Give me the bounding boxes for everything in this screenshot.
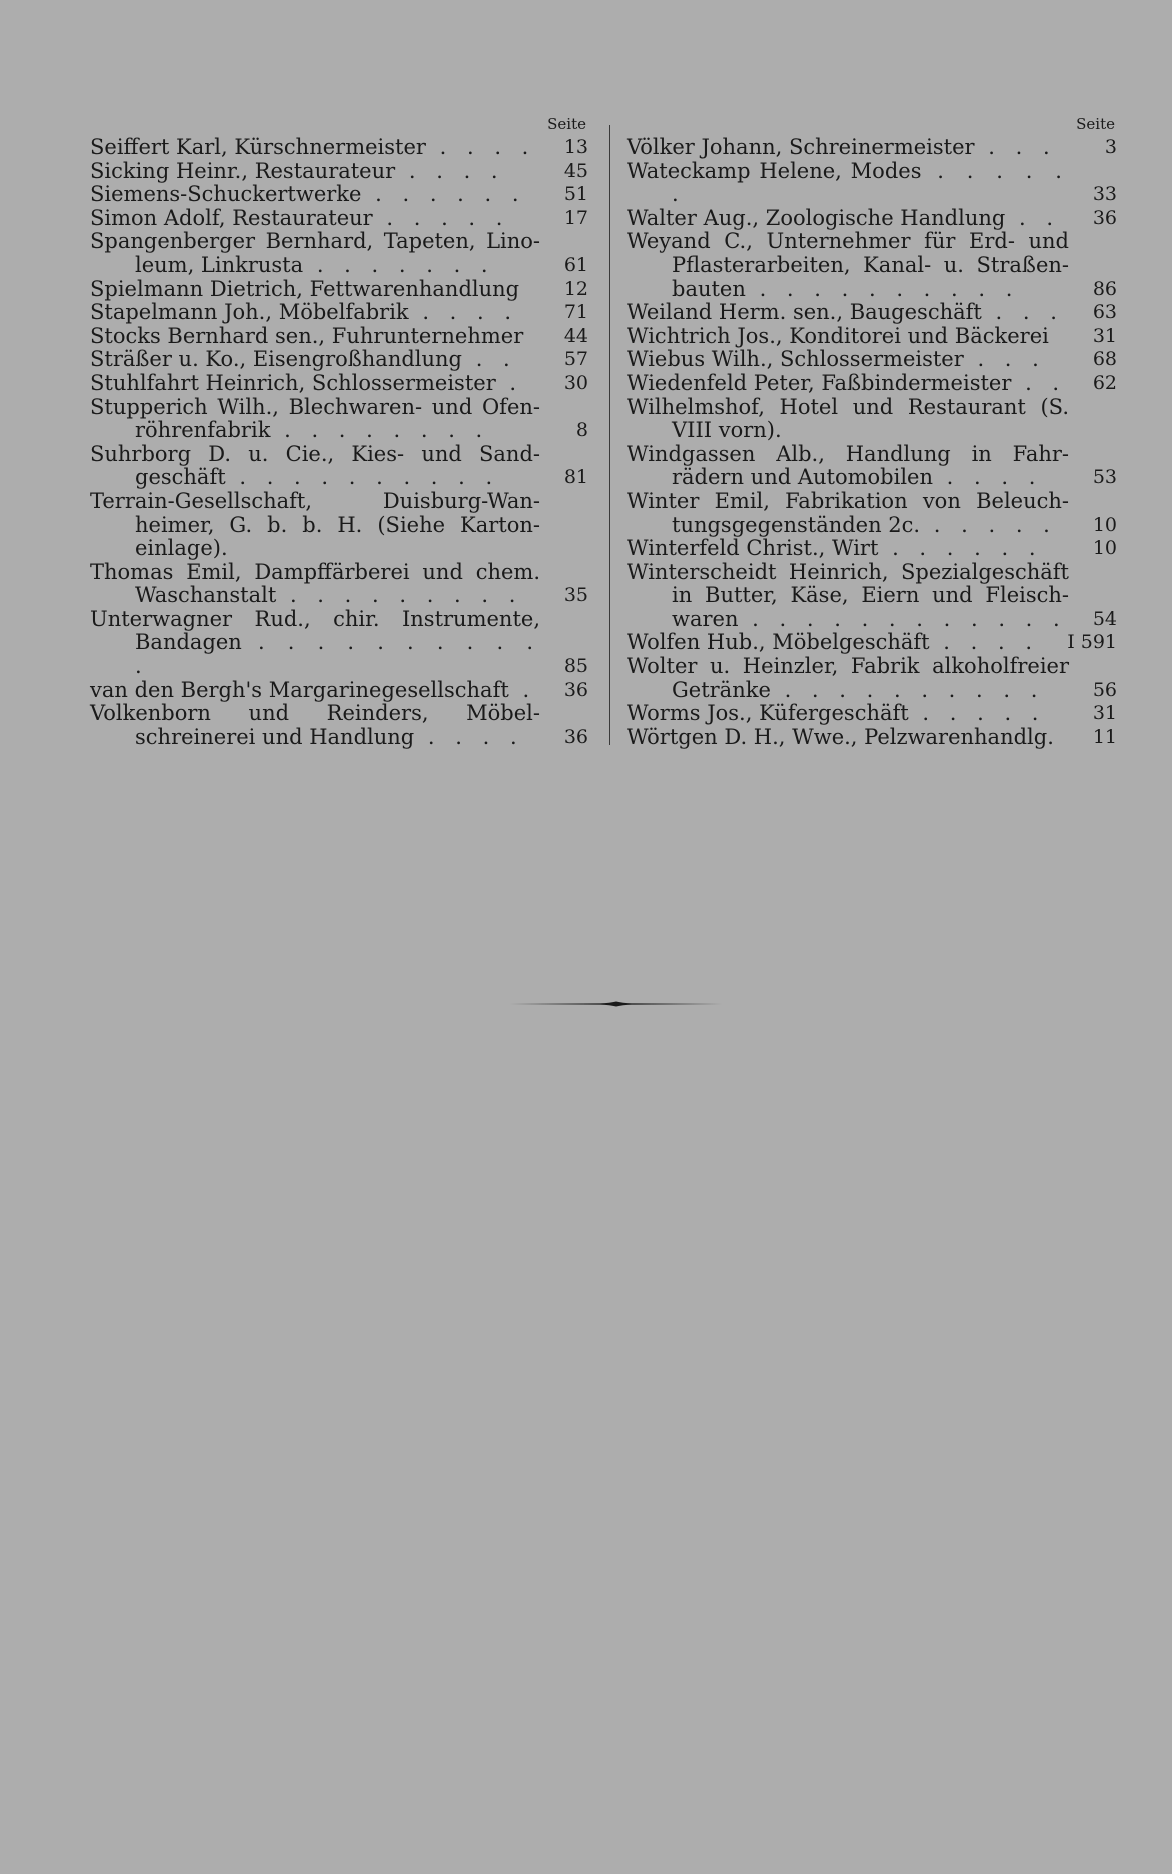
- index-entry: [90, 183, 590, 207]
- entry-leader-dots: . . . .: [933, 465, 1043, 490]
- entry-page-number: 86: [1092, 277, 1117, 300]
- entry-page-number: 36: [563, 725, 588, 748]
- entry-text: Wiebus Wilh., Schlossermeister: [627, 347, 964, 372]
- index-entry: [90, 443, 590, 490]
- entry-page-number: 8: [575, 419, 588, 442]
- entry-text: Spielmann Dietrich, Fettwarenhandlung: [90, 276, 520, 301]
- entry-leader-dots: . . . . . .: [672, 158, 1069, 207]
- entry-leader-dots: . . .: [974, 135, 1057, 159]
- entry-leader-dots: . . . .: [408, 300, 519, 325]
- entry-text: Wiedenfeld Peter, Faßbindermeister: [627, 370, 1012, 395]
- index-entry: [90, 136, 590, 160]
- index-entry: [90, 561, 590, 608]
- index-entry: [627, 443, 1119, 490]
- entry-leader-dots: . . . . .: [372, 205, 510, 230]
- entry-text: van den Bergh's Margarinegesellschaft: [90, 677, 509, 702]
- index-entry: [90, 702, 590, 749]
- index-entry: [627, 207, 1119, 231]
- index-entry: [627, 490, 1119, 537]
- right-entry-list: [627, 136, 1119, 749]
- left-column: [90, 112, 590, 749]
- entry-text: Weyand C., Unternehmer für Erd- und Pflasterarbeiten, Kanal- u. Straßen-bauten: [627, 229, 1069, 301]
- entry-text: Winter Emil, Fabrikation von Beleuch-tungsgegenständen 2c.: [627, 488, 1069, 537]
- entry-leader-dots: . . . . .: [908, 701, 1046, 726]
- entry-page-number: 3: [1104, 136, 1117, 158]
- entry-text: Sträßer u. Ko., Eisengroßhandlung: [90, 347, 463, 372]
- entry-text: Sicking Heinr., Restaurateur: [90, 158, 396, 183]
- index-entry: [627, 325, 1119, 349]
- entry-leader-dots: . . .: [981, 300, 1064, 325]
- seite-header-right: Seite: [1076, 115, 1115, 133]
- index-entry: [90, 348, 590, 372]
- entry-leader-dots: .: [508, 677, 537, 702]
- entry-page-number: 10: [1092, 513, 1117, 536]
- entry-text: Völker Johann, Schreinermeister: [627, 135, 975, 159]
- index-entry: [90, 396, 590, 443]
- entry-leader-dots: . . . . . .: [878, 536, 1043, 561]
- entry-page-number: 61: [563, 253, 588, 276]
- entry-leader-dots: . . . . . . . . . . . .: [738, 606, 1067, 631]
- index-entry: [90, 301, 590, 325]
- entry-page-number: I 591: [1067, 631, 1117, 654]
- ornament-rule-icon: [510, 1000, 722, 1008]
- entry-leader-dots: . . . . . . .: [303, 252, 495, 277]
- entry-page-number: 56: [1092, 678, 1117, 701]
- entry-page-number: 63: [1092, 301, 1117, 324]
- index-entry: [90, 325, 590, 349]
- entry-page-number: 33: [1092, 183, 1117, 206]
- left-entry-list: [90, 136, 590, 749]
- index-entry: [627, 160, 1119, 207]
- entry-page-number: 45: [563, 159, 588, 182]
- entry-leader-dots: . . . . .: [920, 512, 1057, 537]
- right-column: [627, 112, 1119, 749]
- entry-leader-dots: . . .: [963, 347, 1046, 372]
- entry-page-number: 12: [563, 277, 588, 300]
- entry-leader-dots: . . . .: [929, 630, 1040, 655]
- entry-leader-dots: . . . . . . . .: [270, 418, 490, 443]
- entry-text: Wateckamp Helene, Modes: [627, 158, 922, 183]
- entry-page-number: 62: [1092, 371, 1117, 394]
- entry-text: Stapelmann Joh., Möbelfabrik: [90, 300, 409, 325]
- entry-page-number: 81: [563, 466, 588, 489]
- entry-text: Weiland Herm. sen., Baugeschäft: [627, 300, 982, 325]
- index-entry: [627, 396, 1119, 443]
- column-divider: [609, 125, 610, 745]
- entry-text: Walter Aug., Zoologische Handlung: [627, 205, 1006, 230]
- index-entry: [627, 136, 1119, 160]
- entry-text: Spangenberger Bernhard, Tapeten, Lino-leum, Linkrusta: [90, 229, 540, 277]
- index-entry: [90, 679, 590, 703]
- entry-page-number: 57: [563, 348, 588, 371]
- entry-page-number: 11: [1092, 725, 1117, 748]
- entry-text: Wolfen Hub., Möbelgeschäft: [627, 630, 930, 655]
- entry-text: Wilhelmshof, Hotel und Restaurant (S. VIII vorn).: [627, 394, 1069, 443]
- entry-page-number: 35: [563, 584, 588, 607]
- entry-leader-dots: . . . . . . . . . .: [745, 276, 1020, 301]
- entry-text: Wörtgen D. H., Wwe., Pelzwarenhandlg.: [627, 724, 1054, 749]
- entry-text: Wichtrich Jos., Konditorei und Bäckerei: [627, 323, 1049, 348]
- seite-header-left: Seite: [547, 115, 586, 133]
- entry-leader-dots: . . . .: [414, 724, 524, 749]
- entry-page-number: 54: [1092, 607, 1117, 630]
- entry-text: Thomas Emil, Dampffärberei und chem. Waschanstalt: [90, 559, 540, 608]
- index-entry: [90, 490, 590, 561]
- entry-page-number: 31: [1092, 702, 1117, 725]
- entry-page-number: 31: [1092, 324, 1117, 347]
- index-entry: [627, 301, 1119, 325]
- index-entry: [627, 372, 1119, 396]
- index-entry: [627, 348, 1119, 372]
- entry-text: Seiffert Karl, Kürschnermeister: [90, 135, 426, 159]
- entry-leader-dots: . .: [462, 347, 517, 372]
- entry-leader-dots: . .: [1011, 370, 1067, 395]
- entry-leader-dots: . . . . . . . . .: [276, 583, 523, 608]
- index-entry: [627, 631, 1119, 655]
- entry-leader-dots: . . . . . .: [361, 182, 526, 207]
- entry-text: Stuhlfahrt Heinrich, Schlossermeister: [90, 370, 496, 395]
- entry-page-number: 10: [1092, 537, 1117, 560]
- index-entry: [90, 278, 590, 302]
- entry-leader-dots: . . . .: [425, 135, 536, 159]
- entry-leader-dots: . . . .: [395, 158, 505, 183]
- index-entry: [627, 230, 1119, 301]
- entry-text: Stupperich Wilh., Blechwaren- und Ofen-röhrenfabrik: [90, 394, 540, 443]
- entry-page-number: 36: [1092, 206, 1117, 229]
- entry-page-number: 85: [563, 655, 588, 678]
- entry-text: Windgassen Alb., Handlung in Fahr-rädern und Automobilen: [627, 441, 1069, 490]
- entry-text: Stocks Bernhard sen., Fuhrunternehmer: [90, 323, 524, 348]
- index-entry: [627, 655, 1119, 702]
- entry-leader-dots: .: [495, 370, 524, 395]
- entry-text: Simon Adolf, Restaurateur: [90, 205, 373, 230]
- entry-page-number: 68: [1092, 348, 1117, 371]
- index-entry: [627, 702, 1119, 726]
- index-entry: [90, 230, 590, 277]
- entry-text: Winterscheidt Heinrich, Spezialgeschäft in Butter, Käse, Eiern und Fleisch-waren: [627, 559, 1069, 631]
- entry-text: Wolter u. Heinzler, Fabrik alkoholfreier Getränke: [627, 654, 1069, 702]
- entry-page-number: 36: [563, 678, 588, 701]
- entry-text: Worms Jos., Küfergeschäft: [627, 701, 909, 726]
- entry-page-number: 53: [1092, 466, 1117, 489]
- index-entry: [627, 537, 1119, 561]
- entry-text: Siemens-Schuckertwerke: [90, 182, 362, 207]
- index-entry: [90, 372, 590, 396]
- entry-text: Suhrborg D. u. Cie., Kies- und Sand-geschäft: [90, 441, 540, 490]
- entry-page-number: 13: [563, 136, 588, 158]
- index-entry: [90, 207, 590, 231]
- index-entry: [627, 726, 1119, 750]
- entry-leader-dots: . . . . . . . . . . .: [135, 630, 540, 679]
- entry-leader-dots: . . . . . . . . . .: [770, 677, 1045, 702]
- entry-page-number: 44: [563, 324, 588, 347]
- entry-text: Winterfeld Christ., Wirt: [627, 536, 879, 561]
- index-entry: [627, 561, 1119, 632]
- entry-page-number: 51: [563, 183, 588, 206]
- entry-text: Volkenborn und Reinders, Möbel-schreinerei und Handlung: [90, 701, 540, 749]
- entry-page-number: 71: [563, 301, 588, 324]
- entry-leader-dots: . .: [1005, 205, 1061, 230]
- entry-text: Unterwagner Rud., chir. Instrumente, Bandagen: [90, 606, 540, 655]
- entry-text: Terrain-Gesellschaft, Duisburg-Wan-heimer, G. b. b. H. (Siehe Karton-einlage).: [90, 488, 540, 561]
- index-entry: [90, 160, 590, 184]
- entry-leader-dots: . . . . . . . . . .: [225, 465, 500, 490]
- entry-page-number: 17: [563, 206, 588, 229]
- index-entry: [90, 608, 590, 679]
- entry-page-number: 30: [563, 371, 588, 394]
